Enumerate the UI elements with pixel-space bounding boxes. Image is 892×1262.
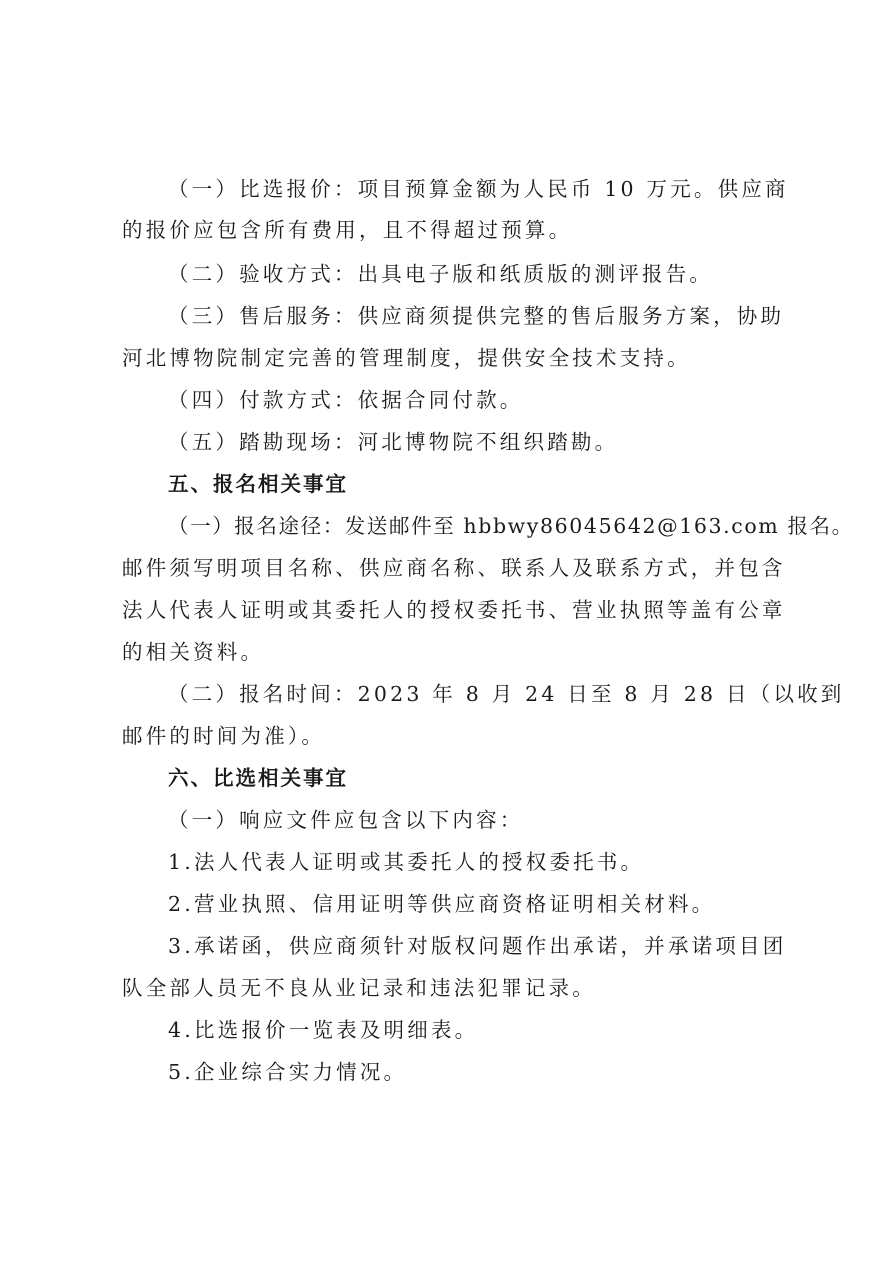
list-item-4: 4.比选报价一览表及明细表。	[168, 1018, 479, 1042]
registration-paragraph-line-2: 邮件须写明项目名称、供应商名称、联系人及联系方式，并包含	[122, 556, 786, 580]
registration-paragraph-line-3: 法人代表人证明或其委托人的授权委托书、营业执照等盖有公章	[122, 598, 786, 622]
acceptance-paragraph: （二）验收方式：出具电子版和纸质版的测评报告。	[168, 262, 714, 286]
quote-paragraph-line-2: 的报价应包含所有费用，且不得超过预算。	[122, 218, 573, 242]
quote-paragraph-line-1: （一）比选报价：项目预算金额为人民币 10 万元。供应商	[168, 177, 789, 201]
response-docs-intro: （一）响应文件应包含以下内容：	[168, 808, 524, 832]
list-item-3-line-2: 队全部人员无不良从业记录和违法犯罪记录。	[122, 976, 596, 1000]
list-item-5: 5.企业综合实力情况。	[168, 1060, 408, 1084]
payment-paragraph: （四）付款方式：依据合同付款。	[168, 388, 524, 412]
aftersales-paragraph-line-1: （三）售后服务：供应商须提供完整的售后服务方案，协助	[168, 304, 785, 328]
list-item-2: 2.营业执照、信用证明等供应商资格证明相关材料。	[168, 892, 716, 916]
registration-time-line-2: 邮件的时间为准）。	[122, 724, 326, 748]
registration-paragraph-line-1: （一）报名途径：发送邮件至 hbbwy86045642@163.com 报名。	[168, 514, 854, 538]
aftersales-paragraph-line-2: 河北博物院制定完善的管理制度，提供安全技术支持。	[122, 346, 691, 370]
registration-paragraph-line-4: 的相关资料。	[122, 640, 265, 664]
section-6-heading: 六、比选相关事宜	[168, 766, 348, 790]
list-item-1: 1.法人代表人证明或其委托人的授权委托书。	[168, 850, 645, 874]
list-item-3-line-1: 3.承诺函，供应商须针对版权问题作出承诺，并承诺项目团	[168, 934, 787, 958]
section-5-heading: 五、报名相关事宜	[168, 472, 348, 496]
site-visit-paragraph: （五）踏勘现场：河北博物院不组织踏勘。	[168, 430, 619, 454]
registration-time-line-1: （二）报名时间：2023 年 8 月 24 日至 8 月 28 日（以收到	[168, 682, 845, 706]
